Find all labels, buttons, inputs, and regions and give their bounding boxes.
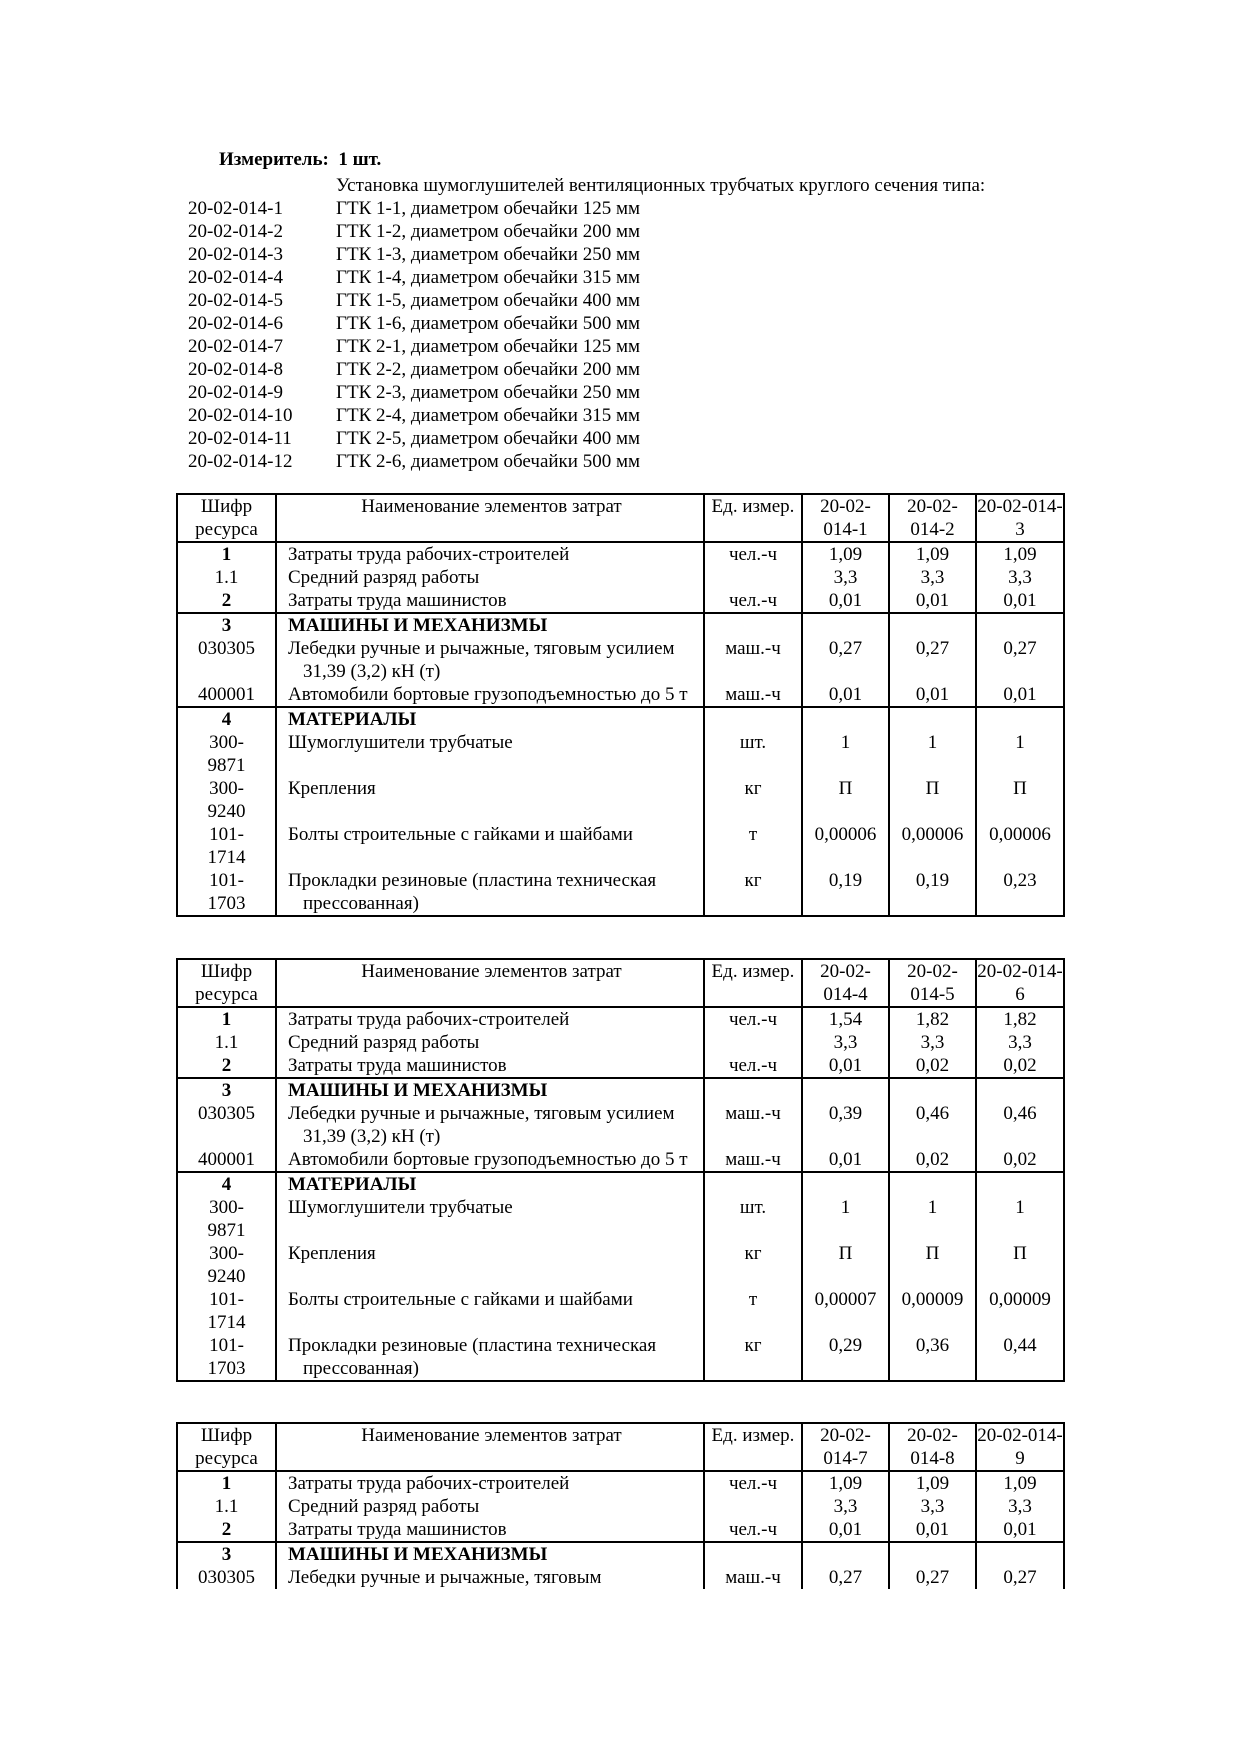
row-value: 0,39 xyxy=(802,1102,889,1148)
row-unit xyxy=(704,1495,802,1518)
table-row xyxy=(177,707,1064,731)
row-name-text: Средний разряд работы xyxy=(288,1032,480,1053)
row-name-text: Средний разряд работы xyxy=(288,567,480,588)
header-norm-code: 20-02-014-6 xyxy=(977,961,1063,1005)
row-unit: маш.-ч xyxy=(704,1102,802,1148)
row-unit: маш.-ч xyxy=(704,1566,802,1589)
row-value: 1 xyxy=(976,1196,1064,1242)
row-unit: чел.-ч xyxy=(704,1054,802,1078)
header-name: Наименование элементов затрат xyxy=(276,494,704,542)
row-value: 1,09 xyxy=(976,1471,1064,1495)
row-code: 101-1714 xyxy=(177,1288,276,1334)
row-value: 0,01 xyxy=(889,683,976,707)
row-value xyxy=(889,1542,976,1566)
row-code: 1 xyxy=(177,1471,276,1495)
list-item xyxy=(188,312,640,335)
list-item xyxy=(188,358,640,381)
table-row xyxy=(177,1078,1064,1102)
row-value: 1,09 xyxy=(802,1471,889,1495)
row-name xyxy=(276,1242,704,1288)
item-text: ГТК 2-1, диаметром обечайки 125 мм xyxy=(336,336,640,357)
row-code: 4 xyxy=(177,707,276,731)
row-name xyxy=(276,1007,704,1031)
table-row xyxy=(177,1334,1064,1381)
row-code: 400001 xyxy=(177,683,276,707)
row-value: 3,3 xyxy=(802,1495,889,1518)
row-code: 1 xyxy=(177,542,276,566)
row-code: 300-9871 xyxy=(177,1196,276,1242)
row-name xyxy=(276,542,704,566)
row-name-text: Затраты труда машинистов xyxy=(288,1055,507,1076)
row-code: 1.1 xyxy=(177,566,276,589)
header-code: Шифр ресурса xyxy=(177,1423,276,1471)
row-value: 0,27 xyxy=(802,637,889,683)
row-name-text: МАШИНЫ И МЕХАНИЗМЫ xyxy=(288,1544,548,1565)
row-value xyxy=(976,1078,1064,1102)
row-value: П xyxy=(976,1242,1064,1288)
row-name-text: МАШИНЫ И МЕХАНИЗМЫ xyxy=(288,615,548,636)
row-name xyxy=(276,589,704,613)
row-value xyxy=(889,613,976,637)
header-norm-code: 20-02-014-2 xyxy=(889,494,976,542)
table-row xyxy=(177,637,1064,683)
table-row xyxy=(177,683,1064,707)
row-value: 0,01 xyxy=(976,1518,1064,1542)
item-code: 20-02-014-6 xyxy=(188,313,283,334)
row-name-text: Крепления xyxy=(288,778,376,799)
row-unit: чел.-ч xyxy=(704,1007,802,1031)
row-name xyxy=(276,613,704,637)
row-value xyxy=(802,1078,889,1102)
row-name-text: Затраты труда рабочих-строителей xyxy=(288,1473,570,1494)
table-row xyxy=(177,1471,1064,1495)
row-name xyxy=(276,707,704,731)
row-name-text: Лебедки ручные и рычажные, тяговым усилием 31,39 (3,2) кН (т) xyxy=(288,1103,675,1147)
table-row xyxy=(177,731,1064,777)
item-code: 20-02-014-3 xyxy=(188,244,283,265)
row-code: 1.1 xyxy=(177,1031,276,1054)
list-item xyxy=(188,197,640,220)
table-row xyxy=(177,613,1064,637)
row-name xyxy=(276,566,704,589)
row-value: 1,09 xyxy=(889,1471,976,1495)
table-row xyxy=(177,1102,1064,1148)
table-row xyxy=(177,869,1064,916)
row-unit xyxy=(704,1078,802,1102)
row-unit: чел.-ч xyxy=(704,1518,802,1542)
item-code: 20-02-014-10 xyxy=(188,405,293,426)
row-value: 1,09 xyxy=(976,542,1064,566)
row-value: 0,27 xyxy=(976,637,1064,683)
row-value: 0,00007 xyxy=(802,1288,889,1334)
row-unit xyxy=(704,707,802,731)
row-code: 400001 xyxy=(177,1148,276,1172)
list-item xyxy=(188,404,640,427)
table-row xyxy=(177,1495,1064,1518)
row-unit: чел.-ч xyxy=(704,542,802,566)
row-unit: чел.-ч xyxy=(704,589,802,613)
item-text: ГТК 2-2, диаметром обечайки 200 мм xyxy=(336,359,640,380)
row-code: 3 xyxy=(177,1542,276,1566)
row-name xyxy=(276,1495,704,1518)
row-value: 0,00006 xyxy=(889,823,976,869)
row-code: 101-1714 xyxy=(177,823,276,869)
intro-text: Установка шумоглушителей вентиляционных трубчатых круглого сечения типа: xyxy=(336,175,986,196)
row-value: П xyxy=(976,777,1064,823)
table-row xyxy=(177,566,1064,589)
row-value: 0,01 xyxy=(802,1054,889,1078)
row-value: 0,27 xyxy=(889,637,976,683)
row-value: 1 xyxy=(889,1196,976,1242)
item-code: 20-02-014-2 xyxy=(188,221,283,242)
row-name xyxy=(276,637,704,683)
row-value xyxy=(976,1542,1064,1566)
row-name xyxy=(276,1031,704,1054)
table-row xyxy=(177,1566,1064,1589)
item-text: ГТК 1-6, диаметром обечайки 500 мм xyxy=(336,313,640,334)
row-code: 030305 xyxy=(177,1102,276,1148)
row-value: 3,3 xyxy=(889,1495,976,1518)
row-name-text: Затраты труда машинистов xyxy=(288,590,507,611)
row-name-text: Средний разряд работы xyxy=(288,1496,480,1517)
row-value: 0,02 xyxy=(889,1054,976,1078)
measure-line xyxy=(219,149,381,171)
item-list xyxy=(188,197,640,473)
row-unit xyxy=(704,1172,802,1196)
item-code: 20-02-014-1 xyxy=(188,198,283,219)
row-code: 3 xyxy=(177,1078,276,1102)
header-code: Шифр ресурса xyxy=(177,494,276,542)
row-value: 1 xyxy=(976,731,1064,777)
row-code: 030305 xyxy=(177,1566,276,1589)
row-value: П xyxy=(889,777,976,823)
row-value: 0,19 xyxy=(889,869,976,916)
table-header-row xyxy=(177,959,1064,1007)
row-unit: шт. xyxy=(704,731,802,777)
row-value xyxy=(889,707,976,731)
row-name-text: Лебедки ручные и рычажные, тяговым xyxy=(288,1567,602,1588)
item-text: ГТК 1-2, диаметром обечайки 200 мм xyxy=(336,221,640,242)
row-unit: т xyxy=(704,1288,802,1334)
list-item xyxy=(188,243,640,266)
resource-table-3 xyxy=(176,1422,1065,1589)
row-name-text: Автомобили бортовые грузоподъемностью до 5 т xyxy=(288,1149,688,1170)
table-row xyxy=(177,1542,1064,1566)
row-value: 0,00009 xyxy=(889,1288,976,1334)
row-value: 0,27 xyxy=(976,1566,1064,1589)
row-value: 1,09 xyxy=(802,542,889,566)
row-value xyxy=(889,1172,976,1196)
row-name xyxy=(276,1148,704,1172)
item-text: ГТК 2-3, диаметром обечайки 250 мм xyxy=(336,382,640,403)
row-value: 0,01 xyxy=(802,1148,889,1172)
row-unit: кг xyxy=(704,1334,802,1381)
row-unit xyxy=(704,1031,802,1054)
header-norm-code: 20-02-014-4 xyxy=(802,959,889,1007)
item-text: ГТК 1-4, диаметром обечайки 315 мм xyxy=(336,267,640,288)
header-norm-code: 20-02-014-5 xyxy=(889,959,976,1007)
item-code: 20-02-014-11 xyxy=(188,428,292,449)
list-item xyxy=(188,289,640,312)
row-name xyxy=(276,1054,704,1078)
row-code: 2 xyxy=(177,589,276,613)
item-text: ГТК 1-1, диаметром обечайки 125 мм xyxy=(336,198,640,219)
resource-table-1 xyxy=(176,493,1065,917)
row-name xyxy=(276,1172,704,1196)
row-value: 0,02 xyxy=(976,1054,1064,1078)
row-value: 0,01 xyxy=(889,1518,976,1542)
row-value: 0,29 xyxy=(802,1334,889,1381)
row-value: П xyxy=(802,777,889,823)
row-unit: кг xyxy=(704,869,802,916)
row-unit: кг xyxy=(704,777,802,823)
table-row xyxy=(177,1242,1064,1288)
row-name xyxy=(276,823,704,869)
row-unit xyxy=(704,1542,802,1566)
row-unit xyxy=(704,566,802,589)
row-name xyxy=(276,1542,704,1566)
row-name xyxy=(276,1471,704,1495)
header-unit: Ед. измер. xyxy=(704,494,802,542)
row-value: 0,36 xyxy=(889,1334,976,1381)
row-value: 0,01 xyxy=(976,683,1064,707)
row-value xyxy=(976,707,1064,731)
row-unit: кг xyxy=(704,1242,802,1288)
resource-table-2 xyxy=(176,958,1065,1382)
item-code: 20-02-014-12 xyxy=(188,451,293,472)
table-row xyxy=(177,1288,1064,1334)
row-value: 3,3 xyxy=(802,1031,889,1054)
row-name xyxy=(276,1196,704,1242)
row-code: 1 xyxy=(177,1007,276,1031)
row-value xyxy=(802,1542,889,1566)
table-row xyxy=(177,1196,1064,1242)
row-value: 0,00006 xyxy=(802,823,889,869)
row-name-text: Шумоглушители трубчатые xyxy=(288,732,513,753)
row-value: 1,82 xyxy=(976,1007,1064,1031)
row-value: 3,3 xyxy=(976,1031,1064,1054)
item-text: ГТК 2-4, диаметром обечайки 315 мм xyxy=(336,405,640,426)
row-name-text: Лебедки ручные и рычажные, тяговым усилием 31,39 (3,2) кН (т) xyxy=(288,638,675,682)
row-code: 300-9240 xyxy=(177,1242,276,1288)
row-unit: маш.-ч xyxy=(704,683,802,707)
row-value xyxy=(889,1078,976,1102)
table-header-row xyxy=(177,1423,1064,1471)
measure-value: 1 шт. xyxy=(338,149,382,170)
row-value xyxy=(802,1172,889,1196)
header-code: Шифр ресурса xyxy=(177,959,276,1007)
header-name: Наименование элементов затрат xyxy=(276,1423,704,1471)
row-value: 1 xyxy=(802,1196,889,1242)
row-value: 1,82 xyxy=(889,1007,976,1031)
header-norm-code: 20-02-014-1 xyxy=(802,494,889,542)
table-row xyxy=(177,823,1064,869)
item-code: 20-02-014-7 xyxy=(188,336,283,357)
header-name: Наименование элементов затрат xyxy=(276,959,704,1007)
table-row xyxy=(177,1172,1064,1196)
header-norm-code: 20-02-014-3 xyxy=(977,496,1063,540)
row-name-text: Болты строительные с гайками и шайбами xyxy=(288,824,633,845)
row-value: 0,27 xyxy=(889,1566,976,1589)
row-value: 0,01 xyxy=(802,1518,889,1542)
row-value: 1,09 xyxy=(889,542,976,566)
row-value: 0,19 xyxy=(802,869,889,916)
row-value: 0,01 xyxy=(976,589,1064,613)
item-code: 20-02-014-5 xyxy=(188,290,283,311)
table-row xyxy=(177,589,1064,613)
measure-label: Измеритель: xyxy=(219,149,329,170)
table-row xyxy=(177,1054,1064,1078)
row-name-text: Шумоглушители трубчатые xyxy=(288,1197,513,1218)
row-code: 4 xyxy=(177,1172,276,1196)
item-code: 20-02-014-4 xyxy=(188,267,283,288)
row-name-text: Болты строительные с гайками и шайбами xyxy=(288,1289,633,1310)
row-value: 0,00009 xyxy=(976,1288,1064,1334)
list-item xyxy=(188,427,640,450)
list-item xyxy=(188,335,640,358)
row-value: 0,02 xyxy=(976,1148,1064,1172)
row-name-text: Затраты труда рабочих-строителей xyxy=(288,544,570,565)
row-unit: шт. xyxy=(704,1196,802,1242)
row-value xyxy=(976,1172,1064,1196)
row-name-text: Прокладки резиновые (пластина техническая прессованная) xyxy=(288,1335,657,1379)
row-code: 101-1703 xyxy=(177,869,276,916)
row-unit xyxy=(704,613,802,637)
item-code: 20-02-014-8 xyxy=(188,359,283,380)
item-text: ГТК 2-6, диаметром обечайки 500 мм xyxy=(336,451,640,472)
row-value: 3,3 xyxy=(889,1031,976,1054)
row-name xyxy=(276,683,704,707)
row-name xyxy=(276,731,704,777)
row-code: 030305 xyxy=(177,637,276,683)
table-row xyxy=(177,777,1064,823)
row-name-text: Затраты труда машинистов xyxy=(288,1519,507,1540)
item-text: ГТК 1-3, диаметром обечайки 250 мм xyxy=(336,244,640,265)
row-code: 300-9240 xyxy=(177,777,276,823)
row-code: 1.1 xyxy=(177,1495,276,1518)
row-name-text: Крепления xyxy=(288,1243,376,1264)
row-value: 0,01 xyxy=(889,589,976,613)
table-row xyxy=(177,1148,1064,1172)
row-value: 3,3 xyxy=(976,566,1064,589)
row-value: 0,46 xyxy=(889,1102,976,1148)
table-row xyxy=(177,1007,1064,1031)
row-code: 3 xyxy=(177,613,276,637)
row-value: 0,01 xyxy=(802,683,889,707)
list-item xyxy=(188,450,640,473)
header-norm-code: 20-02-014-8 xyxy=(889,1423,976,1471)
row-value: 0,46 xyxy=(976,1102,1064,1148)
row-code: 101-1703 xyxy=(177,1334,276,1381)
row-unit: маш.-ч xyxy=(704,637,802,683)
row-value: 0,00006 xyxy=(976,823,1064,869)
row-unit: чел.-ч xyxy=(704,1471,802,1495)
item-text: ГТК 1-5, диаметром обечайки 400 мм xyxy=(336,290,640,311)
row-value: 3,3 xyxy=(976,1495,1064,1518)
list-item xyxy=(188,381,640,404)
row-name xyxy=(276,1102,704,1148)
row-name-text: Затраты труда рабочих-строителей xyxy=(288,1009,570,1030)
row-value: 1 xyxy=(802,731,889,777)
row-value: 3,3 xyxy=(802,566,889,589)
row-unit: т xyxy=(704,823,802,869)
row-name xyxy=(276,1288,704,1334)
row-name-text: Прокладки резиновые (пластина техническая прессованная) xyxy=(288,870,657,914)
row-value: 1,54 xyxy=(802,1007,889,1031)
table-header-row xyxy=(177,494,1064,542)
header-unit: Ед. измер. xyxy=(704,1423,802,1471)
row-value xyxy=(802,707,889,731)
row-value: 3,3 xyxy=(889,566,976,589)
row-name xyxy=(276,1566,704,1589)
row-name xyxy=(276,1078,704,1102)
list-item xyxy=(188,266,640,289)
row-value: 0,27 xyxy=(802,1566,889,1589)
row-name-text: Автомобили бортовые грузоподъемностью до 5 т xyxy=(288,684,688,705)
list-item xyxy=(188,220,640,243)
row-value: П xyxy=(889,1242,976,1288)
header-unit: Ед. измер. xyxy=(704,959,802,1007)
row-value: 0,23 xyxy=(976,869,1064,916)
row-value: 1 xyxy=(889,731,976,777)
row-code: 300-9871 xyxy=(177,731,276,777)
row-code: 2 xyxy=(177,1054,276,1078)
row-unit: маш.-ч xyxy=(704,1148,802,1172)
row-name xyxy=(276,777,704,823)
row-name xyxy=(276,1334,704,1381)
row-code: 2 xyxy=(177,1518,276,1542)
row-value: П xyxy=(802,1242,889,1288)
row-name xyxy=(276,1518,704,1542)
row-value: 0,44 xyxy=(976,1334,1064,1381)
row-name-text: МАТЕРИАЛЫ xyxy=(288,1174,417,1195)
row-name xyxy=(276,869,704,916)
item-code: 20-02-014-9 xyxy=(188,382,283,403)
row-name-text: МАШИНЫ И МЕХАНИЗМЫ xyxy=(288,1080,548,1101)
table-row xyxy=(177,542,1064,566)
row-value xyxy=(976,613,1064,637)
row-value: 0,01 xyxy=(802,589,889,613)
item-text: ГТК 2-5, диаметром обечайки 400 мм xyxy=(336,428,640,449)
row-value xyxy=(802,613,889,637)
row-value: 0,02 xyxy=(889,1148,976,1172)
row-name-text: МАТЕРИАЛЫ xyxy=(288,709,417,730)
header-norm-code: 20-02-014-9 xyxy=(977,1425,1063,1469)
header-norm-code: 20-02-014-7 xyxy=(802,1423,889,1471)
table-row xyxy=(177,1031,1064,1054)
table-row xyxy=(177,1518,1064,1542)
